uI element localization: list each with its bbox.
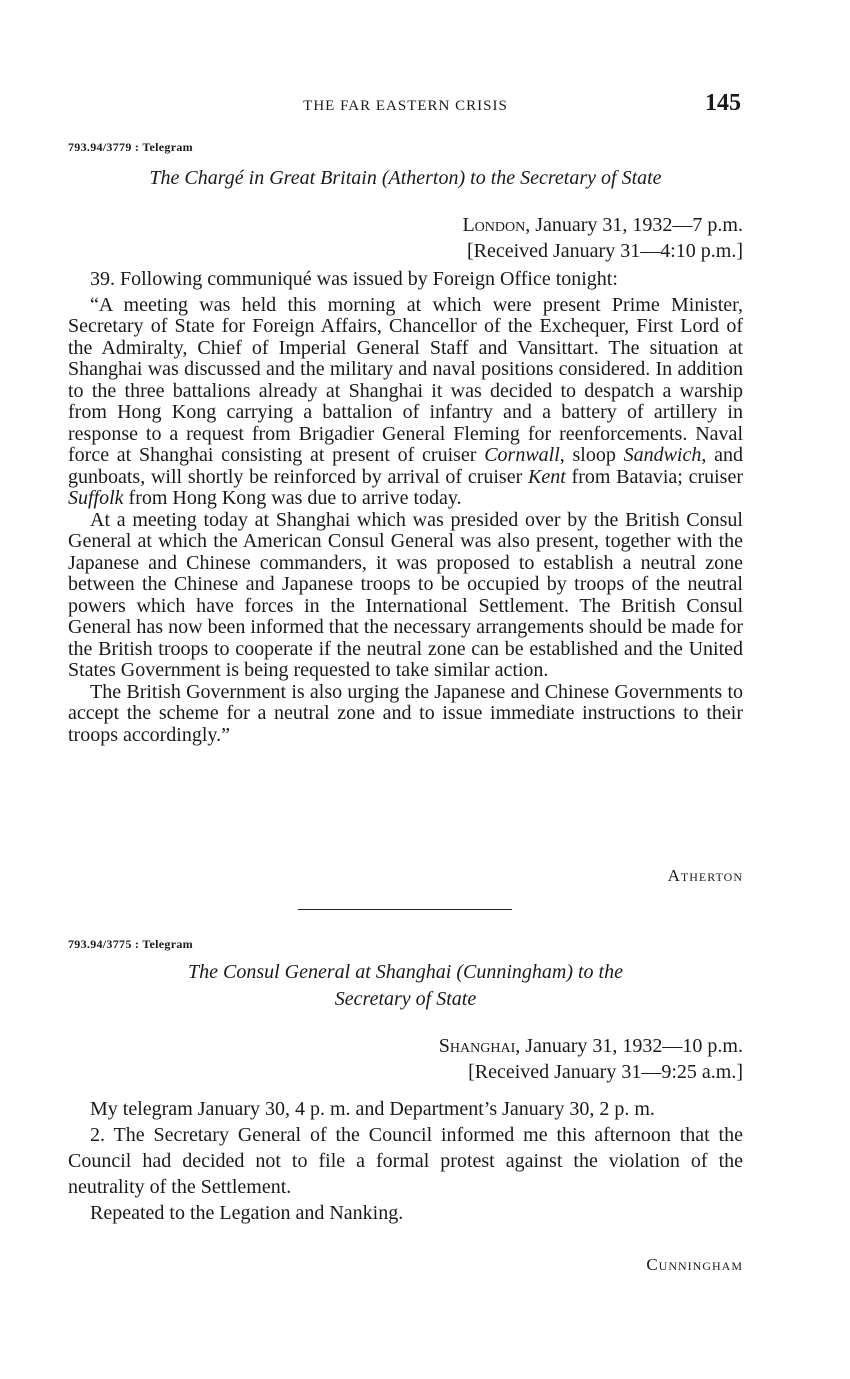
signature-1: Atherton	[667, 866, 743, 885]
signature-2: Cunningham	[646, 1255, 743, 1274]
paragraph	[68, 295, 743, 510]
dateline-1	[462, 213, 743, 237]
paragraph: Repeated to the Legation and Nanking.	[90, 1202, 404, 1224]
paragraph: 39. Following communiqué was issued by Foreign Office tonight:	[90, 268, 618, 290]
ship-name: Kent	[528, 465, 566, 488]
paragraph-text: , and gunboats, will shortly be reinforced by arrival of cruiser	[68, 444, 743, 488]
file-reference-2: 793.94/3775 : Telegram	[68, 937, 193, 951]
paragraph: 2. The Secretary General of the Council informed me this afternoon that the Council had decided not to file a formal protest against the violation of the neutrality of the Settlement.	[68, 1124, 743, 1198]
page-header	[68, 90, 743, 124]
paragraph: At a meeting today at Shanghai which was presided over by the British Consul General at which the American Consul General was also present, together with the Japanese and Chinese commanders, it was proposed to establish a neutral zone between the Chinese and Japanese troops to be occupied by troops of the neutral powers which have forces in the International Settlement. The British Consul General has now been informed that the necessary arrangements should be made for the British troops to cooperate if the neutral zone can be established and the United States Government is being requested to take similar action.	[68, 508, 743, 681]
file-reference-1: 793.94/3779 : Telegram	[68, 140, 193, 154]
paragraph-text: from Batavia; cruiser	[565, 465, 743, 488]
dateline-date-1: , January 31, 1932—7 p.m.	[525, 214, 743, 236]
document-title-2	[68, 959, 743, 1013]
ship-name: Sandwich	[623, 444, 702, 466]
dateline-2	[439, 1034, 743, 1058]
ship-name: Cornwall	[484, 444, 560, 466]
document-title-2-line-1: The Consul General at Shanghai (Cunningham) to the	[188, 961, 623, 983]
paragraph: My telegram January 30, 4 p. m. and Department’s January 30, 2 p. m.	[90, 1098, 655, 1120]
section-divider	[298, 909, 512, 910]
dateline-date-2: , January 31, 1932—10 p.m.	[515, 1035, 743, 1057]
received-line-2: [Received January 31—9:25 a.m.]	[468, 1061, 743, 1083]
paragraph-text: from Hong Kong was due to arrive today.	[123, 487, 462, 509]
dateline-place-1: London	[462, 214, 526, 236]
paragraph-text: , sloop	[559, 444, 624, 466]
paragraph-text: “A meeting was held this morning at which were present Prime Minister, Secretary of State for Foreign Affairs, Chancellor of the Exchequer, First Lord of the Admiralty, Chief of Imperial General Staff and Vansittart. The situation at Shanghai was discussed and the military and naval positions considered. In addition to the three battalions already at Shanghai it was decided to despatch a warship from Hong Kong carrying a battalion of infantry and a battery of artillery in response to a request from Brigadier General Fleming for reenforcements. Naval force at Shanghai consisting at present of cruiser	[68, 293, 743, 466]
document-title-2-line-2: Secretary of State	[334, 988, 477, 1010]
document-title-1: The Chargé in Great Britain (Atherton) to the Secretary of State	[149, 167, 662, 189]
received-line-1: [Received January 31—4:10 p.m.]	[466, 240, 743, 262]
paragraph: The British Government is also urging the Japanese and Chinese Governments to accept the scheme for a neutral zone and to issue immediate instructions to their troops accordingly.”	[68, 680, 743, 746]
dateline-place-2: Shanghai	[438, 1035, 516, 1057]
running-title: THE FAR EASTERN CRISIS	[303, 98, 508, 114]
telegram-body-1	[68, 269, 743, 746]
telegram-body-2	[68, 1096, 743, 1226]
page-number: 145	[705, 90, 741, 116]
ship-name: Suffolk	[68, 487, 124, 509]
